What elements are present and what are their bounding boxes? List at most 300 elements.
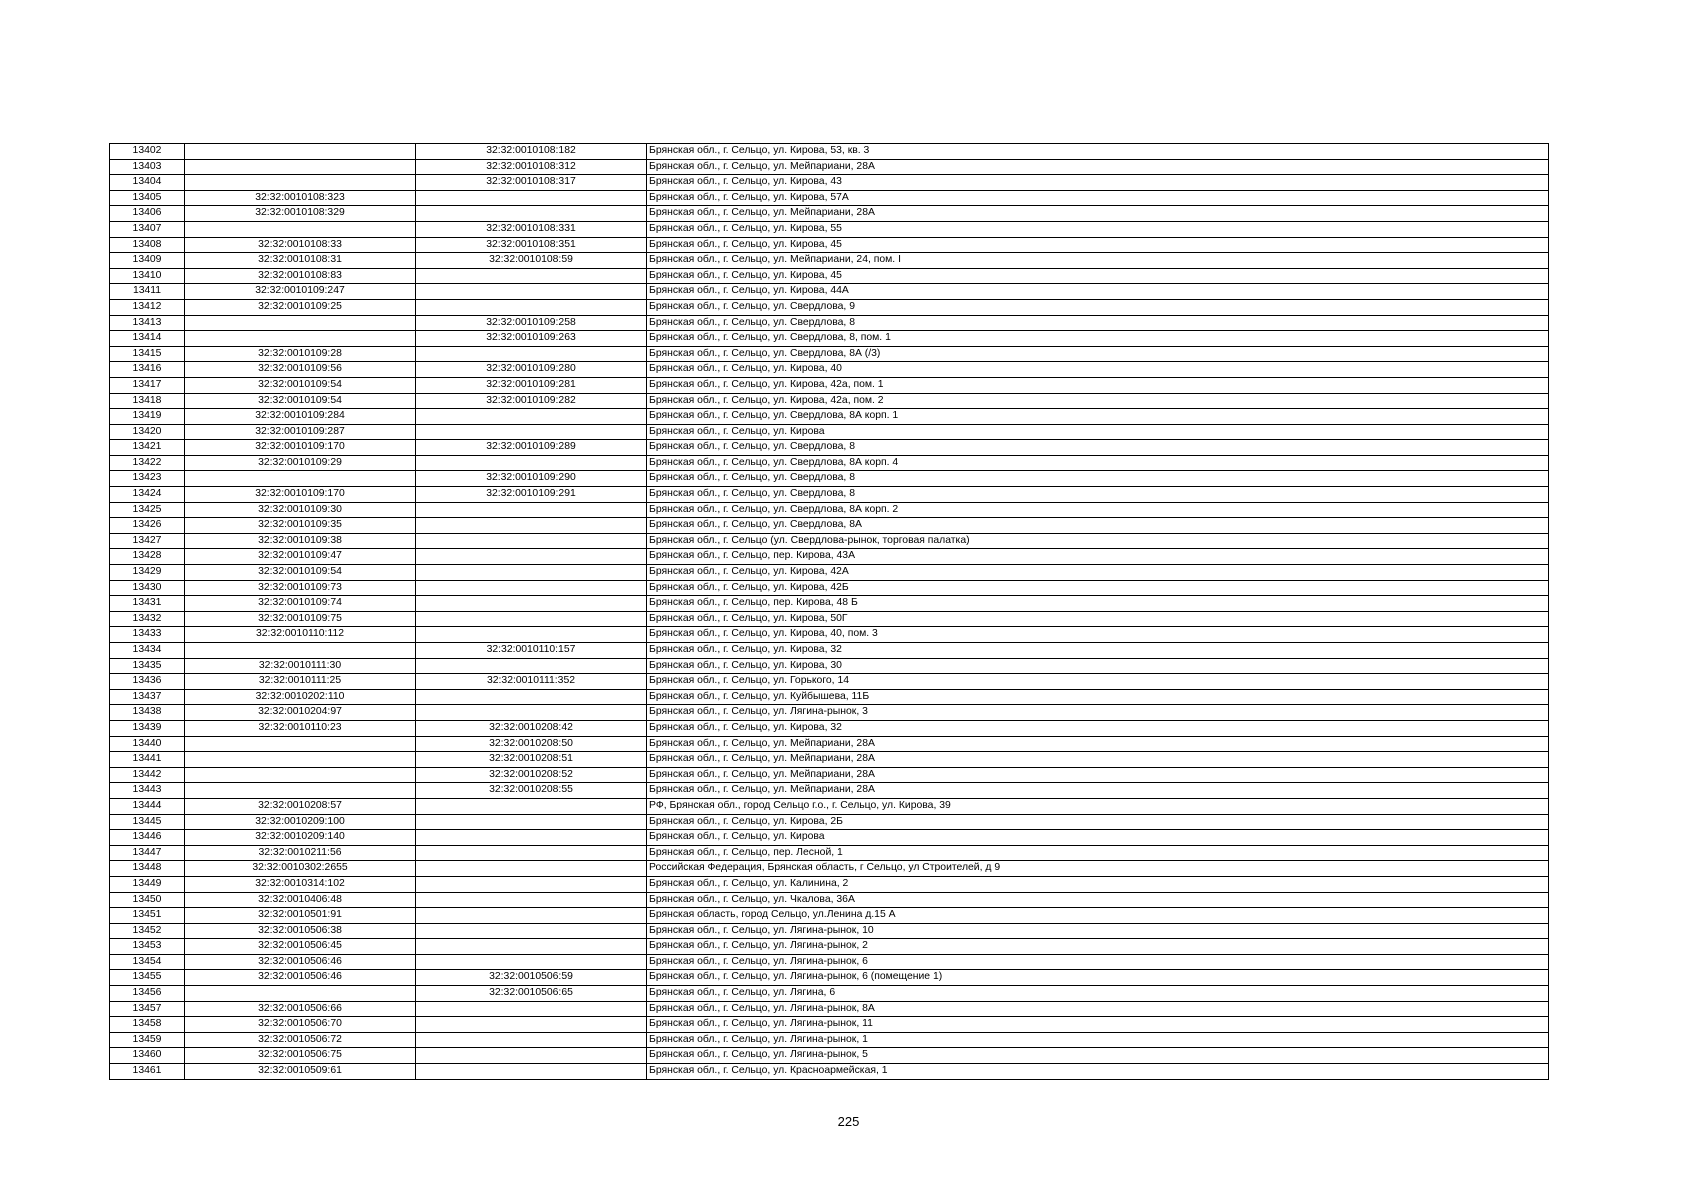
table-row xyxy=(110,221,1549,237)
land-cadastral-number-cell: 32:32:0010506:46 xyxy=(185,970,416,986)
row-number-cell: 13419 xyxy=(110,409,185,425)
building-cadastral-number-cell xyxy=(416,346,647,362)
address-cell: Брянская обл., г. Сельцо, ул. Лягина-рынок, 11 xyxy=(647,1017,1549,1033)
table-row xyxy=(110,393,1549,409)
address-cell: Брянская обл., г. Сельцо, ул. Кирова, 42а, пом. 2 xyxy=(647,393,1549,409)
page-number: 225 xyxy=(837,1114,860,1129)
row-number-cell: 13436 xyxy=(110,674,185,690)
building-cadastral-number-cell xyxy=(416,502,647,518)
land-cadastral-number-cell: 32:32:0010109:30 xyxy=(185,502,416,518)
row-number-cell: 13449 xyxy=(110,876,185,892)
row-number-cell: 13440 xyxy=(110,736,185,752)
row-number-cell: 13452 xyxy=(110,923,185,939)
table-row xyxy=(110,596,1549,612)
building-cadastral-number-cell: 32:32:0010208:55 xyxy=(416,783,647,799)
address-cell: Брянская обл., г. Сельцо, ул. Свердлова, 8 xyxy=(647,487,1549,503)
row-number-cell: 13456 xyxy=(110,986,185,1002)
table-row xyxy=(110,986,1549,1002)
building-cadastral-number-cell xyxy=(416,1017,647,1033)
row-number-cell: 13447 xyxy=(110,845,185,861)
building-cadastral-number-cell xyxy=(416,705,647,721)
table-row xyxy=(110,1001,1549,1017)
table-row xyxy=(110,720,1549,736)
land-cadastral-number-cell: 32:32:0010109:73 xyxy=(185,580,416,596)
table-row xyxy=(110,580,1549,596)
row-number-cell: 13437 xyxy=(110,689,185,705)
land-cadastral-number-cell: 32:32:0010202:110 xyxy=(185,689,416,705)
building-cadastral-number-cell xyxy=(416,908,647,924)
land-cadastral-number-cell xyxy=(185,767,416,783)
row-number-cell: 13431 xyxy=(110,596,185,612)
row-number-cell: 13405 xyxy=(110,190,185,206)
row-number-cell: 13424 xyxy=(110,487,185,503)
row-number-cell: 13430 xyxy=(110,580,185,596)
table-row xyxy=(110,237,1549,253)
land-cadastral-number-cell: 32:32:0010109:75 xyxy=(185,611,416,627)
table-row xyxy=(110,299,1549,315)
land-cadastral-number-cell: 32:32:0010109:74 xyxy=(185,596,416,612)
land-cadastral-number-cell: 32:32:0010108:31 xyxy=(185,253,416,269)
table-row xyxy=(110,440,1549,456)
address-cell: Брянская обл., г. Сельцо, пер. Кирова, 48 Б xyxy=(647,596,1549,612)
land-cadastral-number-cell xyxy=(185,221,416,237)
table-row xyxy=(110,1017,1549,1033)
building-cadastral-number-cell: 32:32:0010109:280 xyxy=(416,362,647,378)
address-cell: Брянская обл., г. Сельцо, ул. Лягина-рынок, 6 (помещение 1) xyxy=(647,970,1549,986)
table-row xyxy=(110,674,1549,690)
address-cell: Брянская обл., г. Сельцо, ул. Свердлова, 8А xyxy=(647,518,1549,534)
address-cell: Брянская обл., г. Сельцо, ул. Свердлова, 9 xyxy=(647,299,1549,315)
land-cadastral-number-cell: 32:32:0010506:45 xyxy=(185,939,416,955)
address-cell: Брянская обл., г. Сельцо, ул. Кирова, 30 xyxy=(647,658,1549,674)
land-cadastral-number-cell: 32:32:0010506:70 xyxy=(185,1017,416,1033)
row-number-cell: 13438 xyxy=(110,705,185,721)
land-cadastral-number-cell: 32:32:0010109:25 xyxy=(185,299,416,315)
table-row xyxy=(110,970,1549,986)
row-number-cell: 13457 xyxy=(110,1001,185,1017)
address-cell: Брянская обл., г. Сельцо, ул. Кирова, 45 xyxy=(647,237,1549,253)
address-cell: Брянская обл., г. Сельцо, ул. Мейпариани, 28А xyxy=(647,752,1549,768)
land-cadastral-number-cell: 32:32:0010109:54 xyxy=(185,377,416,393)
table-row xyxy=(110,1032,1549,1048)
land-cadastral-number-cell: 32:32:0010204:97 xyxy=(185,705,416,721)
row-number-cell: 13415 xyxy=(110,346,185,362)
building-cadastral-number-cell xyxy=(416,798,647,814)
row-number-cell: 13454 xyxy=(110,954,185,970)
address-cell: Брянская обл., г. Сельцо, ул. Лягина, 6 xyxy=(647,986,1549,1002)
row-number-cell: 13412 xyxy=(110,299,185,315)
address-cell: Брянская обл., г. Сельцо, ул. Кирова, 42а, пом. 1 xyxy=(647,377,1549,393)
table-row xyxy=(110,315,1549,331)
address-cell: Брянская обл., г. Сельцо, ул. Свердлова, 8А корп. 4 xyxy=(647,455,1549,471)
row-number-cell: 13441 xyxy=(110,752,185,768)
row-number-cell: 13453 xyxy=(110,939,185,955)
land-cadastral-number-cell: 32:32:0010109:35 xyxy=(185,518,416,534)
building-cadastral-number-cell: 32:32:0010109:263 xyxy=(416,331,647,347)
land-cadastral-number-cell: 32:32:0010109:170 xyxy=(185,487,416,503)
land-cadastral-number-cell xyxy=(185,986,416,1002)
table-row xyxy=(110,455,1549,471)
building-cadastral-number-cell xyxy=(416,658,647,674)
building-cadastral-number-cell xyxy=(416,190,647,206)
row-number-cell: 13426 xyxy=(110,518,185,534)
building-cadastral-number-cell xyxy=(416,689,647,705)
building-cadastral-number-cell xyxy=(416,830,647,846)
address-cell: Брянская обл., г. Сельцо, пер. Лесной, 1 xyxy=(647,845,1549,861)
table-row xyxy=(110,190,1549,206)
table-row xyxy=(110,268,1549,284)
building-cadastral-number-cell xyxy=(416,409,647,425)
table-row xyxy=(110,908,1549,924)
building-cadastral-number-cell xyxy=(416,455,647,471)
land-cadastral-number-cell xyxy=(185,736,416,752)
row-number-cell: 13414 xyxy=(110,331,185,347)
table-row xyxy=(110,845,1549,861)
row-number-cell: 13425 xyxy=(110,502,185,518)
table-row xyxy=(110,689,1549,705)
table-row xyxy=(110,253,1549,269)
building-cadastral-number-cell xyxy=(416,1048,647,1064)
land-cadastral-number-cell: 32:32:0010109:28 xyxy=(185,346,416,362)
building-cadastral-number-cell xyxy=(416,284,647,300)
building-cadastral-number-cell: 32:32:0010108:317 xyxy=(416,175,647,191)
row-number-cell: 13461 xyxy=(110,1064,185,1080)
land-cadastral-number-cell: 32:32:0010108:33 xyxy=(185,237,416,253)
table-row xyxy=(110,409,1549,425)
address-cell: Брянская обл., г. Сельцо, ул. Кирова, 57А xyxy=(647,190,1549,206)
table-row xyxy=(110,502,1549,518)
building-cadastral-number-cell: 32:32:0010108:312 xyxy=(416,159,647,175)
land-cadastral-number-cell: 32:32:0010109:287 xyxy=(185,424,416,440)
building-cadastral-number-cell xyxy=(416,939,647,955)
building-cadastral-number-cell xyxy=(416,206,647,222)
table-row xyxy=(110,830,1549,846)
building-cadastral-number-cell: 32:32:0010208:51 xyxy=(416,752,647,768)
row-number-cell: 13411 xyxy=(110,284,185,300)
row-number-cell: 13427 xyxy=(110,533,185,549)
row-number-cell: 13421 xyxy=(110,440,185,456)
land-cadastral-number-cell: 32:32:0010109:56 xyxy=(185,362,416,378)
land-cadastral-number-cell xyxy=(185,175,416,191)
table-row xyxy=(110,814,1549,830)
land-cadastral-number-cell: 32:32:0010109:29 xyxy=(185,455,416,471)
address-cell: Брянская обл., г. Сельцо, ул. Мейпариани, 28А xyxy=(647,736,1549,752)
row-number-cell: 13402 xyxy=(110,144,185,160)
table-row xyxy=(110,284,1549,300)
row-number-cell: 13407 xyxy=(110,221,185,237)
land-cadastral-number-cell: 32:32:0010506:75 xyxy=(185,1048,416,1064)
address-cell: Брянская обл., г. Сельцо, ул. Мейпариани, 28А xyxy=(647,783,1549,799)
building-cadastral-number-cell xyxy=(416,549,647,565)
building-cadastral-number-cell xyxy=(416,611,647,627)
row-number-cell: 13423 xyxy=(110,471,185,487)
row-number-cell: 13408 xyxy=(110,237,185,253)
table-row xyxy=(110,487,1549,503)
building-cadastral-number-cell xyxy=(416,627,647,643)
address-cell: Брянская обл., г. Сельцо, ул. Куйбышева, 11Б xyxy=(647,689,1549,705)
building-cadastral-number-cell xyxy=(416,861,647,877)
building-cadastral-number-cell xyxy=(416,565,647,581)
address-cell: Брянская обл., г. Сельцо, ул. Кирова, 40 xyxy=(647,362,1549,378)
row-number-cell: 13410 xyxy=(110,268,185,284)
building-cadastral-number-cell xyxy=(416,1001,647,1017)
address-cell: Брянская обл., г. Сельцо, ул. Кирова, 40, пом. 3 xyxy=(647,627,1549,643)
building-cadastral-number-cell xyxy=(416,533,647,549)
building-cadastral-number-cell xyxy=(416,876,647,892)
building-cadastral-number-cell: 32:32:0010109:281 xyxy=(416,377,647,393)
land-cadastral-number-cell: 32:32:0010109:54 xyxy=(185,565,416,581)
table-row xyxy=(110,923,1549,939)
building-cadastral-number-cell: 32:32:0010506:59 xyxy=(416,970,647,986)
land-cadastral-number-cell: 32:32:0010209:100 xyxy=(185,814,416,830)
address-cell: Брянская обл., г. Сельцо, пер. Кирова, 43А xyxy=(647,549,1549,565)
address-cell: Брянская обл., г. Сельцо, ул. Лягина-рынок, 8А xyxy=(647,1001,1549,1017)
land-cadastral-number-cell: 32:32:0010314:102 xyxy=(185,876,416,892)
table-row xyxy=(110,643,1549,659)
address-cell: Брянская обл., г. Сельцо, ул. Свердлова, 8 xyxy=(647,315,1549,331)
land-cadastral-number-cell: 32:32:0010109:247 xyxy=(185,284,416,300)
address-cell: Брянская обл., г. Сельцо, ул. Мейпариани, 24, пом. I xyxy=(647,253,1549,269)
row-number-cell: 13451 xyxy=(110,908,185,924)
building-cadastral-number-cell: 32:32:0010108:59 xyxy=(416,253,647,269)
building-cadastral-number-cell: 32:32:0010108:331 xyxy=(416,221,647,237)
address-cell: Брянская обл., г. Сельцо, ул. Мейпариани, 28А xyxy=(647,159,1549,175)
address-cell: Брянская обл., г. Сельцо, ул. Свердлова, 8 xyxy=(647,440,1549,456)
address-cell: Брянская обл., г. Сельцо, ул. Кирова, 53, кв. 3 xyxy=(647,144,1549,160)
table-row xyxy=(110,767,1549,783)
table-row xyxy=(110,206,1549,222)
land-cadastral-number-cell xyxy=(185,159,416,175)
land-cadastral-number-cell: 32:32:0010208:57 xyxy=(185,798,416,814)
land-cadastral-number-cell: 32:32:0010501:91 xyxy=(185,908,416,924)
row-number-cell: 13418 xyxy=(110,393,185,409)
land-cadastral-number-cell: 32:32:0010108:83 xyxy=(185,268,416,284)
row-number-cell: 13444 xyxy=(110,798,185,814)
building-cadastral-number-cell xyxy=(416,518,647,534)
table-row xyxy=(110,939,1549,955)
row-number-cell: 13416 xyxy=(110,362,185,378)
address-cell: Брянская область, город Сельцо, ул.Ленина д.15 А xyxy=(647,908,1549,924)
row-number-cell: 13429 xyxy=(110,565,185,581)
address-cell: Брянская обл., г. Сельцо, ул. Лягина-рынок, 5 xyxy=(647,1048,1549,1064)
building-cadastral-number-cell xyxy=(416,424,647,440)
building-cadastral-number-cell xyxy=(416,954,647,970)
table-row xyxy=(110,518,1549,534)
address-cell: Брянская обл., г. Сельцо, ул. Кирова, 32 xyxy=(647,720,1549,736)
row-number-cell: 13403 xyxy=(110,159,185,175)
building-cadastral-number-cell: 32:32:0010108:182 xyxy=(416,144,647,160)
address-cell: Брянская обл., г. Сельцо, ул. Кирова, 55 xyxy=(647,221,1549,237)
address-cell: Брянская обл., г. Сельцо, ул. Лягина-рынок, 1 xyxy=(647,1032,1549,1048)
building-cadastral-number-cell xyxy=(416,580,647,596)
address-cell: Брянская обл., г. Сельцо, ул. Калинина, 2 xyxy=(647,876,1549,892)
land-cadastral-number-cell: 32:32:0010211:56 xyxy=(185,845,416,861)
address-cell: Брянская обл., г. Сельцо, ул. Свердлова, 8А корп. 2 xyxy=(647,502,1549,518)
row-number-cell: 13445 xyxy=(110,814,185,830)
land-cadastral-number-cell xyxy=(185,471,416,487)
land-cadastral-number-cell: 32:32:0010506:46 xyxy=(185,954,416,970)
address-cell: Брянская обл., г. Сельцо, ул. Свердлова, 8 xyxy=(647,471,1549,487)
address-cell: Брянская обл., г. Сельцо, ул. Свердлова, 8А (/3) xyxy=(647,346,1549,362)
table-row xyxy=(110,876,1549,892)
row-number-cell: 13434 xyxy=(110,643,185,659)
land-cadastral-number-cell xyxy=(185,144,416,160)
address-cell: Брянская обл., г. Сельцо, ул. Чкалова, 36А xyxy=(647,892,1549,908)
building-cadastral-number-cell: 32:32:0010108:351 xyxy=(416,237,647,253)
address-cell: Брянская обл., г. Сельцо, ул. Кирова, 50Г xyxy=(647,611,1549,627)
land-cadastral-number-cell: 32:32:0010108:323 xyxy=(185,190,416,206)
address-cell: Брянская обл., г. Сельцо, ул. Кирова, 43 xyxy=(647,175,1549,191)
row-number-cell: 13406 xyxy=(110,206,185,222)
row-number-cell: 13459 xyxy=(110,1032,185,1048)
land-cadastral-number-cell: 32:32:0010302:2655 xyxy=(185,861,416,877)
table-row xyxy=(110,892,1549,908)
land-cadastral-number-cell: 32:32:0010109:284 xyxy=(185,409,416,425)
building-cadastral-number-cell: 32:32:0010109:289 xyxy=(416,440,647,456)
land-cadastral-number-cell: 32:32:0010109:170 xyxy=(185,440,416,456)
address-cell: Российская Федерация, Брянская область, г Сельцо, ул Строителей, д 9 xyxy=(647,861,1549,877)
row-number-cell: 13448 xyxy=(110,861,185,877)
building-cadastral-number-cell: 32:32:0010109:291 xyxy=(416,487,647,503)
address-cell: Брянская обл., г. Сельцо, ул. Лягина-рынок, 6 xyxy=(647,954,1549,970)
address-cell: Брянская обл., г. Сельцо (ул. Свердлова-рынок, торговая палатка) xyxy=(647,533,1549,549)
row-number-cell: 13458 xyxy=(110,1017,185,1033)
row-number-cell: 13442 xyxy=(110,767,185,783)
address-cell: Брянская обл., г. Сельцо, ул. Кирова, 32 xyxy=(647,643,1549,659)
address-cell: Брянская обл., г. Сельцо, ул. Свердлова, 8А корп. 1 xyxy=(647,409,1549,425)
row-number-cell: 13439 xyxy=(110,720,185,736)
land-cadastral-number-cell: 32:32:0010109:38 xyxy=(185,533,416,549)
land-cadastral-number-cell: 32:32:0010111:25 xyxy=(185,674,416,690)
land-cadastral-number-cell: 32:32:0010108:329 xyxy=(185,206,416,222)
land-cadastral-number-cell: 32:32:0010406:48 xyxy=(185,892,416,908)
table-row xyxy=(110,346,1549,362)
address-cell: Брянская обл., г. Сельцо, ул. Красноармейская, 1 xyxy=(647,1064,1549,1080)
address-cell: Брянская обл., г. Сельцо, ул. Кирова, 42Б xyxy=(647,580,1549,596)
row-number-cell: 13404 xyxy=(110,175,185,191)
building-cadastral-number-cell xyxy=(416,1032,647,1048)
table-row xyxy=(110,331,1549,347)
building-cadastral-number-cell: 32:32:0010111:352 xyxy=(416,674,647,690)
building-cadastral-number-cell: 32:32:0010110:157 xyxy=(416,643,647,659)
building-cadastral-number-cell xyxy=(416,268,647,284)
row-number-cell: 13420 xyxy=(110,424,185,440)
address-cell: Брянская обл., г. Сельцо, ул. Кирова, 42А xyxy=(647,565,1549,581)
building-cadastral-number-cell: 32:32:0010109:258 xyxy=(416,315,647,331)
table-row xyxy=(110,1048,1549,1064)
table-row xyxy=(110,175,1549,191)
table-row xyxy=(110,549,1549,565)
table-row xyxy=(110,1064,1549,1080)
building-cadastral-number-cell xyxy=(416,892,647,908)
address-cell: Брянская обл., г. Сельцо, ул. Свердлова, 8, пом. 1 xyxy=(647,331,1549,347)
table-row xyxy=(110,377,1549,393)
land-cadastral-number-cell: 32:32:0010506:72 xyxy=(185,1032,416,1048)
address-cell: Брянская обл., г. Сельцо, ул. Кирова, 44А xyxy=(647,284,1549,300)
row-number-cell: 13417 xyxy=(110,377,185,393)
row-number-cell: 13443 xyxy=(110,783,185,799)
building-cadastral-number-cell xyxy=(416,845,647,861)
row-number-cell: 13409 xyxy=(110,253,185,269)
row-number-cell: 13432 xyxy=(110,611,185,627)
table-row xyxy=(110,565,1549,581)
building-cadastral-number-cell: 32:32:0010109:290 xyxy=(416,471,647,487)
table-row xyxy=(110,471,1549,487)
table-row xyxy=(110,783,1549,799)
table-row xyxy=(110,954,1549,970)
address-cell: Брянская обл., г. Сельцо, ул. Мейпариани, 28А xyxy=(647,206,1549,222)
building-cadastral-number-cell xyxy=(416,596,647,612)
table-row xyxy=(110,861,1549,877)
table-row xyxy=(110,611,1549,627)
table-row xyxy=(110,736,1549,752)
land-cadastral-number-cell: 32:32:0010110:112 xyxy=(185,627,416,643)
address-cell: РФ, Брянская обл., город Сельцо г.о., г. Сельцо, ул. Кирова, 39 xyxy=(647,798,1549,814)
land-cadastral-number-cell xyxy=(185,315,416,331)
row-number-cell: 13446 xyxy=(110,830,185,846)
building-cadastral-number-cell xyxy=(416,923,647,939)
address-cell: Брянская обл., г. Сельцо, ул. Лягина-рынок, 10 xyxy=(647,923,1549,939)
table-row xyxy=(110,798,1549,814)
land-cadastral-number-cell: 32:32:0010506:66 xyxy=(185,1001,416,1017)
row-number-cell: 13433 xyxy=(110,627,185,643)
building-cadastral-number-cell xyxy=(416,299,647,315)
building-cadastral-number-cell: 32:32:0010208:42 xyxy=(416,720,647,736)
land-cadastral-number-cell: 32:32:0010109:54 xyxy=(185,393,416,409)
address-cell: Брянская обл., г. Сельцо, ул. Мейпариани, 28А xyxy=(647,767,1549,783)
row-number-cell: 13428 xyxy=(110,549,185,565)
building-cadastral-number-cell xyxy=(416,814,647,830)
row-number-cell: 13460 xyxy=(110,1048,185,1064)
land-cadastral-number-cell xyxy=(185,783,416,799)
table-row xyxy=(110,533,1549,549)
building-cadastral-number-cell: 32:32:0010506:65 xyxy=(416,986,647,1002)
table-row xyxy=(110,658,1549,674)
table-row xyxy=(110,627,1549,643)
address-cell: Брянская обл., г. Сельцо, ул. Лягина-рынок, 2 xyxy=(647,939,1549,955)
address-cell: Брянская обл., г. Сельцо, ул. Кирова, 2Б xyxy=(647,814,1549,830)
row-number-cell: 13450 xyxy=(110,892,185,908)
table-row xyxy=(110,144,1549,160)
land-cadastral-number-cell: 32:32:0010506:38 xyxy=(185,923,416,939)
building-cadastral-number-cell: 32:32:0010208:52 xyxy=(416,767,647,783)
row-number-cell: 13435 xyxy=(110,658,185,674)
land-cadastral-number-cell: 32:32:0010509:61 xyxy=(185,1064,416,1080)
table-row xyxy=(110,752,1549,768)
land-cadastral-number-cell xyxy=(185,752,416,768)
building-cadastral-number-cell: 32:32:0010208:50 xyxy=(416,736,647,752)
table-row xyxy=(110,424,1549,440)
property-register-table xyxy=(109,143,1549,1080)
land-cadastral-number-cell xyxy=(185,331,416,347)
register-table-body xyxy=(110,144,1549,1080)
land-cadastral-number-cell xyxy=(185,643,416,659)
table-row xyxy=(110,159,1549,175)
table-row xyxy=(110,362,1549,378)
land-cadastral-number-cell: 32:32:0010109:47 xyxy=(185,549,416,565)
building-cadastral-number-cell: 32:32:0010109:282 xyxy=(416,393,647,409)
address-cell: Брянская обл., г. Сельцо, ул. Горького, 14 xyxy=(647,674,1549,690)
address-cell: Брянская обл., г. Сельцо, ул. Кирова xyxy=(647,830,1549,846)
land-cadastral-number-cell: 32:32:0010111:30 xyxy=(185,658,416,674)
address-cell: Брянская обл., г. Сельцо, ул. Кирова, 45 xyxy=(647,268,1549,284)
building-cadastral-number-cell xyxy=(416,1064,647,1080)
table-row xyxy=(110,705,1549,721)
address-cell: Брянская обл., г. Сельцо, ул. Лягина-рынок, 3 xyxy=(647,705,1549,721)
row-number-cell: 13455 xyxy=(110,970,185,986)
land-cadastral-number-cell: 32:32:0010209:140 xyxy=(185,830,416,846)
land-cadastral-number-cell: 32:32:0010110:23 xyxy=(185,720,416,736)
